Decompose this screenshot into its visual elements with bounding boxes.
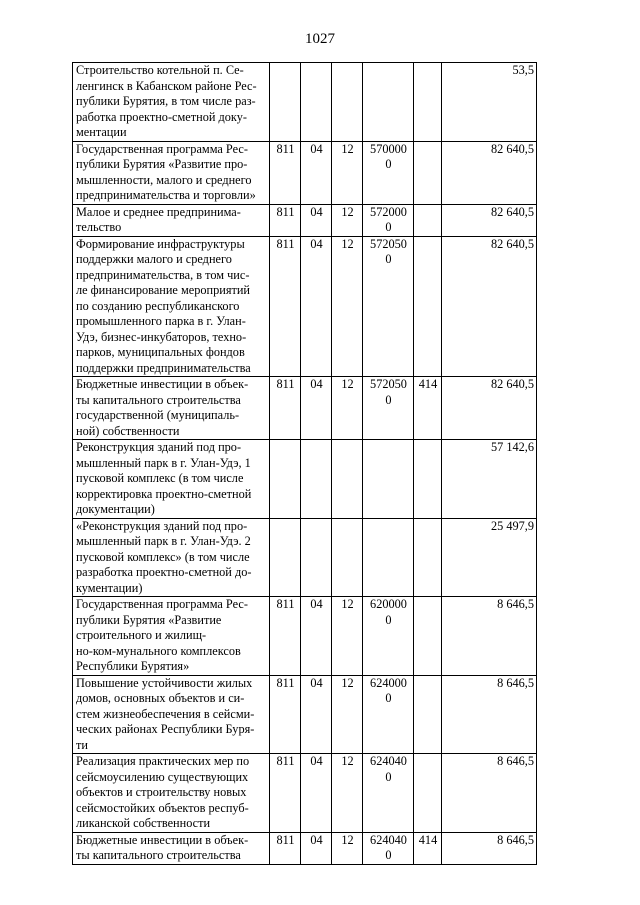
section-code-cell: 04 (301, 754, 332, 833)
table-row (73, 518, 537, 597)
budget-table (72, 62, 537, 865)
target-article-cell: 572000 0 (363, 204, 414, 236)
amount-cell: 57 142,6 (442, 440, 537, 519)
section-code-cell: 04 (301, 832, 332, 864)
amount-cell: 82 640,5 (442, 141, 537, 204)
expense-type-cell (414, 518, 442, 597)
page-number: 1027 (305, 31, 335, 47)
subsection-code-cell: 12 (332, 236, 363, 377)
section-code-cell (301, 63, 332, 142)
amount-cell: 8 646,5 (442, 675, 537, 754)
row-name-cell: Государственная программа Рес- публики Бурятия «Развитие строительного и жилищ- но-ком-мунального комплексов Республики Бурятия» (73, 597, 270, 676)
table-row (73, 141, 537, 204)
section-code-cell (301, 440, 332, 519)
expense-type-cell (414, 141, 442, 204)
section-code-cell: 04 (301, 236, 332, 377)
expense-type-cell (414, 63, 442, 142)
section-code-cell: 04 (301, 141, 332, 204)
target-article-cell (363, 63, 414, 142)
target-article-cell: 620000 0 (363, 597, 414, 676)
amount-cell: 8 646,5 (442, 597, 537, 676)
subsection-code-cell: 12 (332, 675, 363, 754)
ministry-code-cell: 811 (270, 754, 301, 833)
row-name-cell: Малое и среднее предпринима- тельство (73, 204, 270, 236)
table-row (73, 63, 537, 142)
table-row (73, 236, 537, 377)
target-article-cell (363, 440, 414, 519)
ministry-code-cell: 811 (270, 832, 301, 864)
ministry-code-cell: 811 (270, 377, 301, 440)
subsection-code-cell (332, 440, 363, 519)
row-name-cell: Бюджетные инвестиции в объек- ты капитального строительства (73, 832, 270, 864)
target-article-cell: 624000 0 (363, 675, 414, 754)
subsection-code-cell: 12 (332, 141, 363, 204)
amount-cell: 8 646,5 (442, 832, 537, 864)
ministry-code-cell: 811 (270, 675, 301, 754)
row-name-cell: «Реконструкция зданий под про- мышленный парк в г. Улан-Удэ. 2 пусковой комплекс» (в том числе разработка проектно-сметной до- кументации) (73, 518, 270, 597)
section-code-cell (301, 518, 332, 597)
section-code-cell: 04 (301, 377, 332, 440)
table-row (73, 597, 537, 676)
subsection-code-cell (332, 63, 363, 142)
amount-cell: 8 646,5 (442, 754, 537, 833)
target-article-cell: 624040 0 (363, 754, 414, 833)
subsection-code-cell (332, 518, 363, 597)
target-article-cell: 624040 0 (363, 832, 414, 864)
target-article-cell: 572050 0 (363, 236, 414, 377)
expense-type-cell: 414 (414, 377, 442, 440)
subsection-code-cell: 12 (332, 597, 363, 676)
ministry-code-cell (270, 518, 301, 597)
amount-cell: 82 640,5 (442, 377, 537, 440)
section-code-cell: 04 (301, 597, 332, 676)
row-name-cell: Реализация практических мер по сейсмоусилению существующих объектов и строительству новых сейсмостойких объектов респуб- ликанской собственности (73, 754, 270, 833)
target-article-cell (363, 518, 414, 597)
subsection-code-cell: 12 (332, 754, 363, 833)
subsection-code-cell: 12 (332, 832, 363, 864)
row-name-cell: Реконструкция зданий под про- мышленный парк в г. Улан-Удэ, 1 пусковой комплекс (в том числе корректировка проектно-сметной документации) (73, 440, 270, 519)
amount-cell: 25 497,9 (442, 518, 537, 597)
expense-type-cell: 414 (414, 832, 442, 864)
expense-type-cell (414, 236, 442, 377)
subsection-code-cell: 12 (332, 204, 363, 236)
section-code-cell: 04 (301, 675, 332, 754)
expense-type-cell (414, 440, 442, 519)
expense-type-cell (414, 675, 442, 754)
expense-type-cell (414, 597, 442, 676)
ministry-code-cell: 811 (270, 597, 301, 676)
row-name-cell: Бюджетные инвестиции в объек- ты капитального строительства государственной (муниципаль- ной) собственности (73, 377, 270, 440)
row-name-cell: Государственная программа Рес- публики Бурятия «Развитие про- мышленности, малого и среднего предпринимательства и торговли» (73, 141, 270, 204)
budget-table-body (73, 63, 537, 865)
ministry-code-cell: 811 (270, 204, 301, 236)
table-row (73, 832, 537, 864)
table-row (73, 754, 537, 833)
table-row (73, 440, 537, 519)
row-name-cell: Формирование инфраструктуры поддержки малого и среднего предпринимательства, в том чис- ле финансирование мероприятий по созданию республиканского промышленного парка в г. Улан- Удэ, бизнес-инкубаторов, техно- парков, муниципальных фондов поддержки предпринимательства (73, 236, 270, 377)
target-article-cell: 572050 0 (363, 377, 414, 440)
ministry-code-cell (270, 440, 301, 519)
table-row (73, 377, 537, 440)
expense-type-cell (414, 754, 442, 833)
ministry-code-cell (270, 63, 301, 142)
ministry-code-cell: 811 (270, 141, 301, 204)
amount-cell: 82 640,5 (442, 236, 537, 377)
ministry-code-cell: 811 (270, 236, 301, 377)
amount-cell: 82 640,5 (442, 204, 537, 236)
target-article-cell: 570000 0 (363, 141, 414, 204)
amount-cell: 53,5 (442, 63, 537, 142)
section-code-cell: 04 (301, 204, 332, 236)
subsection-code-cell: 12 (332, 377, 363, 440)
row-name-cell: Строительство котельной п. Се- ленгинск в Кабанском районе Рес- публики Бурятия, в том числе раз- работка проектно-сметной доку- ментации (73, 63, 270, 142)
expense-type-cell (414, 204, 442, 236)
row-name-cell: Повышение устойчивости жилых домов, основных объектов и си- стем жизнеобеспечения в сейсми- ческих районах Республики Буря- ти (73, 675, 270, 754)
table-row (73, 204, 537, 236)
table-row (73, 675, 537, 754)
